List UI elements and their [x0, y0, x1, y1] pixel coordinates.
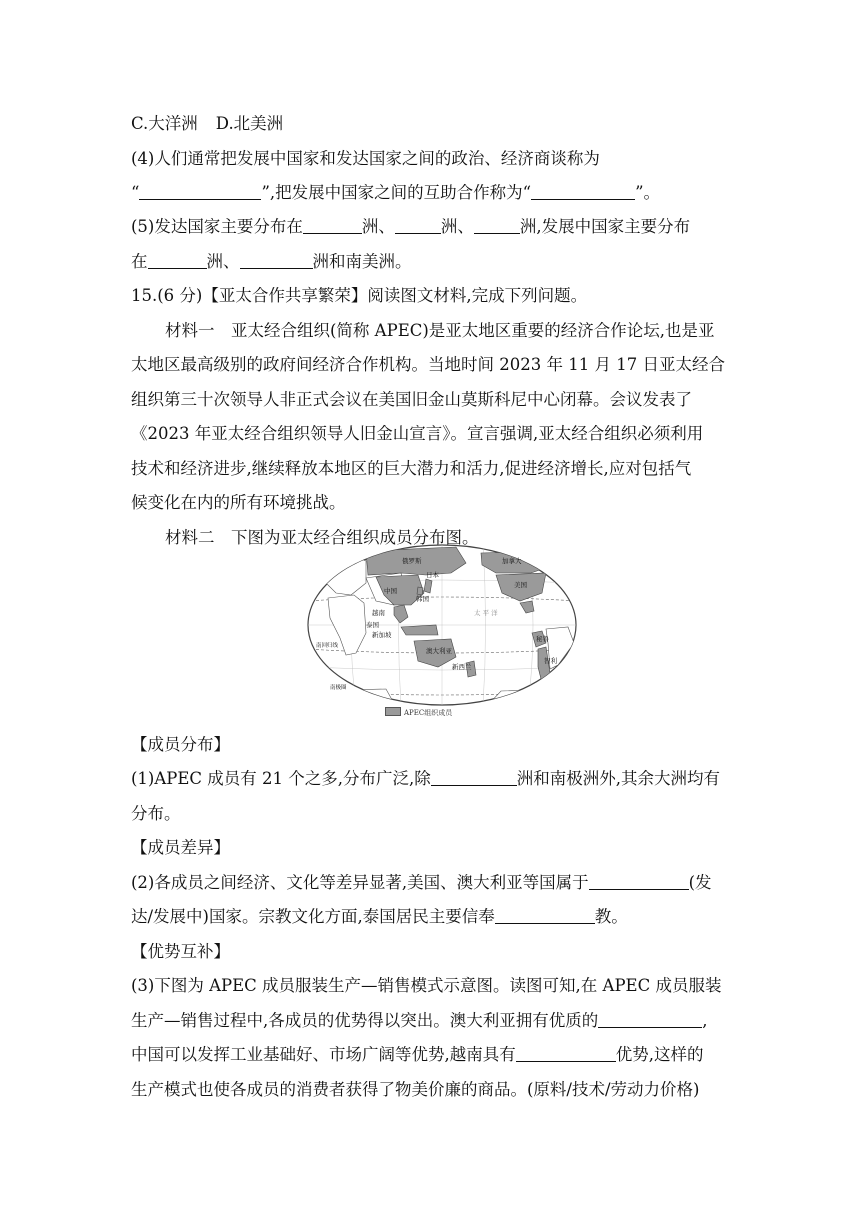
question-3-line-1: (3)下图为 APEC 成员服装生产—销售模式示意图。读图可知,在 APEC 成员服装	[131, 976, 722, 995]
label-south-tropic: 南回归线	[316, 643, 339, 649]
answer-blank-developing-2[interactable]	[240, 251, 313, 269]
label-south-polar: 南极圈	[330, 685, 347, 691]
question-4-line-2: “ ”,把发展中国家之间的互助合作称为“ ”。	[131, 183, 660, 202]
label-vietnam: 越南	[372, 609, 385, 617]
answer-blank-developed-1[interactable]	[303, 216, 362, 234]
material-1-line-6: 候变化在内的所有环境挑战。	[131, 493, 346, 512]
question-2-line-1: (2)各成员之间经济、文化等差异显著,美国、澳大利亚等国属于 (发	[131, 873, 712, 892]
map-legend	[385, 707, 452, 718]
heading-complementary-advantages: 【优势互补】	[131, 942, 230, 961]
material-1-line-4: 《2023 年亚太经合组织领导人旧金山宣言》。宣言强调,亚太经合组织必须利用	[131, 424, 704, 443]
label-singapore: 新加坡	[372, 631, 392, 639]
answer-blank-religion[interactable]	[495, 906, 595, 924]
answer-blank-developing-1[interactable]	[148, 251, 207, 269]
label-china: 中国	[384, 587, 397, 595]
question-3-line-3: 中国可以发挥工业基础好、市场广阔等优势,越南具有 优势,这样的	[131, 1045, 704, 1064]
map-content	[306, 543, 578, 707]
material-1-line-1: 材料一 亚太经合组织(简称 APEC)是亚太地区重要的经济合作论坛,也是亚	[165, 321, 715, 340]
label-australia: 澳大利亚	[426, 647, 452, 655]
apec-member-map	[306, 543, 578, 723]
label-canada: 加拿大	[502, 557, 522, 565]
option-d: D.北美洲	[215, 114, 284, 133]
answer-blank-continent[interactable]	[431, 768, 517, 786]
answer-blank-development[interactable]	[589, 872, 689, 890]
label-peru: 秘鲁	[536, 635, 549, 643]
label-newzealand: 新西兰	[452, 663, 472, 671]
label-russia: 俄罗斯	[402, 557, 422, 565]
options-line	[131, 113, 283, 135]
heading-member-distribution: 【成员分布】	[131, 735, 230, 754]
answer-blank-developed-2[interactable]	[395, 216, 441, 234]
label-thailand: 泰国	[366, 621, 379, 629]
label-pacific: 太 平 洋	[474, 609, 498, 617]
answer-blank-north-south[interactable]	[139, 182, 261, 200]
question-3-line-2: 生产—销售过程中,各成员的优势得以突出。澳大利亚拥有优质的 ,	[131, 1011, 708, 1030]
legend-label: APEC组织成员	[404, 709, 453, 717]
question-1-line-1: (1)APEC 成员有 21 个之多,分布广泛,除 洲和南极洲外,其余大洲均有	[131, 769, 721, 788]
legend-swatch	[385, 707, 401, 716]
question-2-line-2: 达/发展中)国家。宗教文化方面,泰国居民主要信奉 教。	[131, 907, 628, 926]
question-4-line-1: (4)人们通常把发展中国家和发达国家之间的政治、经济商谈称为	[131, 149, 600, 168]
question-15-title: 15.(6 分)【亚太合作共享繁荣】阅读图文材料,完成下列问题。	[131, 286, 588, 305]
material-1-line-5: 技术和经济进步,继续释放本地区的巨大潜力和活力,促进经济增长,应对包括气	[131, 459, 692, 478]
material-1-line-3: 组织第三十次领导人非正式会议在美国旧金山莫斯科尼中心闭幕。会议发表了	[131, 390, 692, 409]
question-3-line-4: 生产模式也使各成员的消费者获得了物美价廉的商品。(原料/技术/劳动力价格)	[131, 1080, 700, 1099]
label-korea: 韩国	[416, 595, 429, 603]
answer-blank-australia[interactable]	[598, 1010, 702, 1028]
question-5-line-1: (5)发达国家主要分布在 洲、 洲、 洲,发展中国家主要分布	[131, 217, 691, 236]
question-5-line-2: 在 洲、 洲和南美洲。	[131, 252, 412, 271]
heading-member-differences: 【成员差异】	[131, 838, 230, 857]
world-map-figure	[306, 543, 578, 707]
indonesia-shape	[401, 625, 438, 635]
material-2-line: 材料二 下图为亚太经合组织成员分布图。	[165, 528, 479, 547]
question-1-line-2: 分布。	[131, 804, 181, 823]
material-1-line-2: 太地区最高级别的政府间经济合作机构。当地时间 2023 年 11 月 17 日亚太经合	[131, 355, 725, 374]
korea-shape	[417, 587, 423, 595]
answer-blank-vietnam[interactable]	[516, 1044, 616, 1062]
answer-blank-south-south[interactable]	[531, 182, 635, 200]
option-c: C.大洋洲	[131, 114, 198, 133]
label-chile: 智利	[544, 657, 557, 665]
label-usa: 美国	[514, 581, 527, 589]
answer-blank-developed-3[interactable]	[474, 216, 520, 234]
label-japan: 日本	[426, 571, 439, 579]
